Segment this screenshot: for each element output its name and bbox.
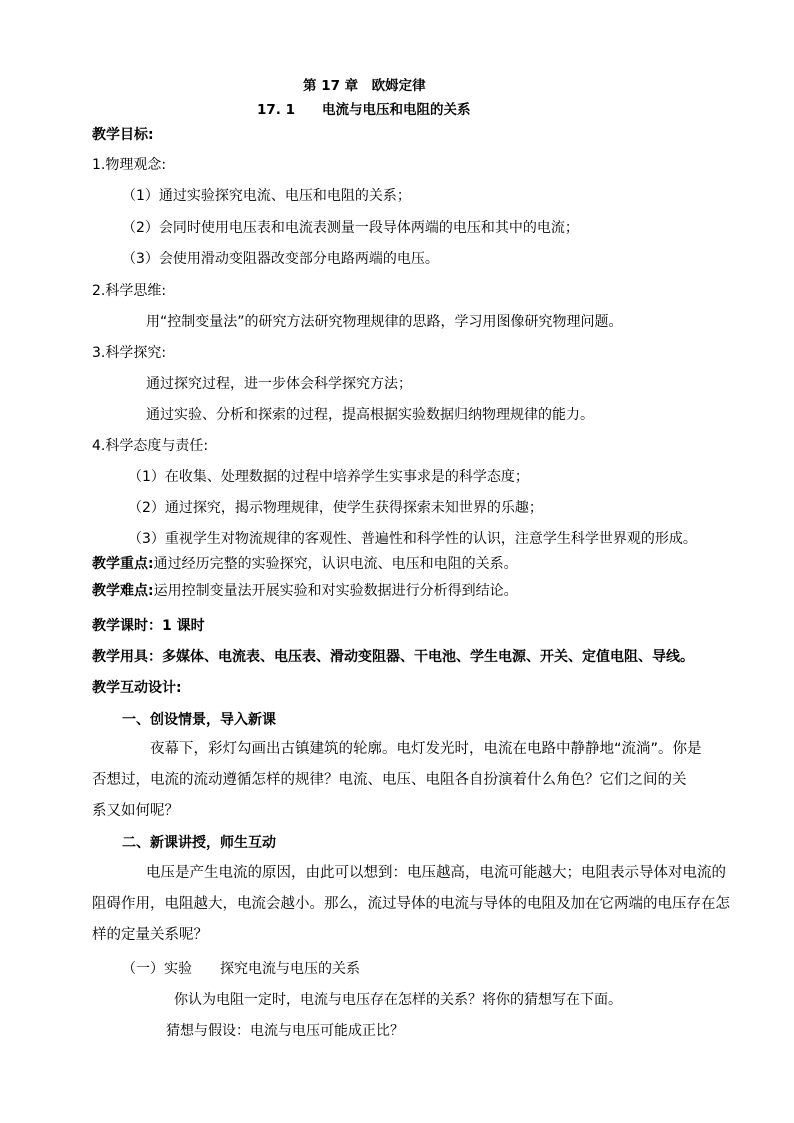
attitude-item: （2）通过探究，揭示物理规律，使学生获得探索未知世界的乐趣；	[128, 500, 543, 516]
interaction-design-heading: 教学互动设计:	[92, 680, 182, 696]
objectives-heading: 教学目标:	[92, 127, 154, 143]
attitude-title: 4.科学态度与责任:	[92, 438, 209, 454]
key-points-text: 通过经历完整的实验探究，认识电流、电压和电阻的关系。	[153, 556, 518, 572]
science-thinking-text: 用“控制变量法”的研究方法研究物理规律的思路，学习用图像研究物理问题。	[146, 314, 623, 330]
part1-paragraph-line: 否想过，电流的流动遵循怎样的规律？电流、电压、电阻各自扮演着什么角色？它们之间的关	[92, 772, 687, 788]
difficulties	[92, 582, 518, 600]
part1-paragraph-line: 系又如何呢？	[92, 803, 179, 819]
class-hours: 教学课时：1 课时	[92, 618, 205, 634]
physics-concept-item: （3）会使用滑动变阻器改变部分电路两端的电压。	[122, 251, 439, 267]
equipment: 教学用具：多媒体、电流表、电压表、滑动变阻器、干电池、学生电源、开关、定值电阻、导线。	[92, 649, 694, 665]
part2-paragraph-line: 样的定量关系呢？	[92, 927, 208, 943]
part2-paragraph-line: 阻碍作用，电阻越大，电流会越小。那么，流过导体的电流与导体的电阻及加在它两端的电压存在怎	[92, 896, 730, 912]
physics-concept-title: 1.物理观念:	[92, 157, 167, 173]
science-inquiry-item: 通过探究过程，进一步体会科学探究方法；	[146, 376, 412, 392]
difficulties-label: 教学难点:	[92, 583, 154, 599]
attitude-item: （1）在收集、处理数据的过程中培养学生实事求是的科学态度；	[128, 469, 529, 485]
experiment-hypothesis: 猜想与假设：电流与电压可能成正比？	[166, 1023, 404, 1039]
physics-concept-item: （1）通过实验探究电流、电压和电阻的关系；	[122, 188, 411, 204]
experiment-question: 你认为电阻一定时，电流与电压存在怎样的关系？将你的猜想写在下面。	[174, 992, 622, 1008]
difficulties-text: 运用控制变量法开展实验和对实验数据进行分析得到结论。	[153, 583, 518, 599]
experiment-title: （一）实验 探究电流与电压的关系	[122, 961, 360, 977]
part1-title: 一、创设情景，导入新课	[122, 712, 276, 728]
chapter-title: 第 17 章 欧姆定律	[303, 78, 426, 94]
key-points-label: 教学重点:	[92, 556, 154, 572]
part2-title: 二、新课讲授，师生互动	[122, 835, 276, 851]
section-title: 17. 1 电流与电压和电阻的关系	[257, 102, 471, 118]
attitude-item: （3）重视学生对物流规律的客观性、普遍性和科学性的认识，注意学生科学世界观的形成。	[128, 531, 697, 547]
part2-paragraph-line: 电压是产生电流的原因，由此可以想到：电压越高，电流可能越大；电阻表示导体对电流的	[146, 865, 726, 881]
science-inquiry-title: 3.科学探究:	[92, 345, 167, 361]
key-points	[92, 555, 518, 573]
part1-paragraph-line: 夜幕下，彩灯勾画出古镇建筑的轮廓。电灯发光时，电流在电路中静静地“流淌”。你是	[150, 741, 702, 757]
science-inquiry-item: 通过实验、分析和探索的过程，提高根据实验数据归纳物理规律的能力。	[146, 407, 594, 423]
science-thinking-title: 2.科学思维:	[92, 283, 167, 299]
physics-concept-item: （2）会同时使用电压表和电流表测量一段导体两端的电压和其中的电流；	[122, 220, 579, 236]
